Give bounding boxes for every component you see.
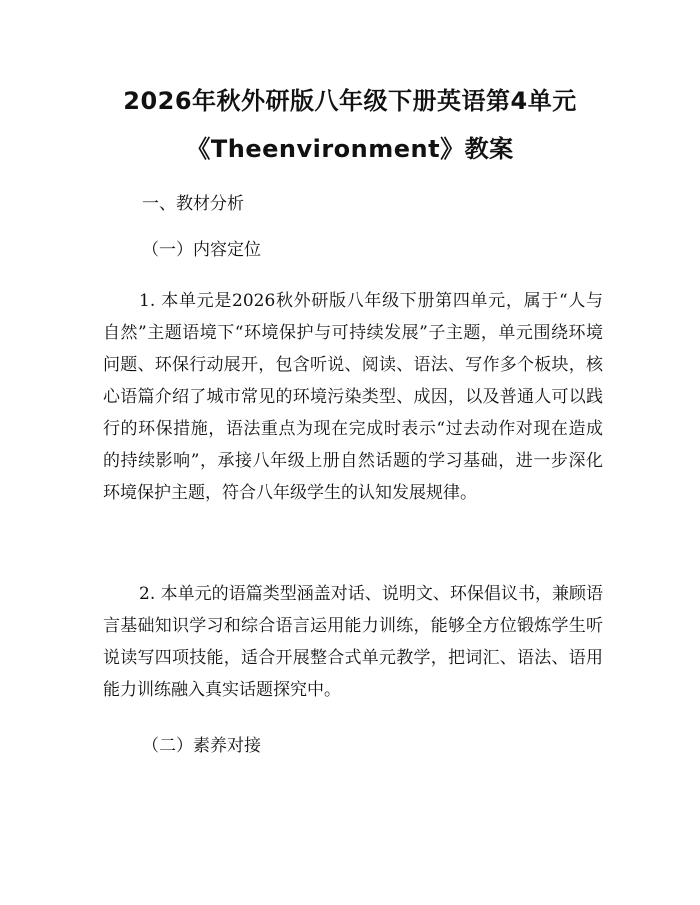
paragraph-2: 2. 本单元的语篇类型涵盖对话、说明文、环保倡议书，兼顾语言基础知识学习和综合语言运用能力训练，能够全方位锻炼学生听说读写四项技能，适合开展整合式单元教学，把词汇、语法、语用能力训练融入真实话题探究中。	[103, 584, 603, 700]
document-title-line2: 《Theenvironment》教案	[186, 135, 514, 163]
section-heading-textbook-analysis: 一、教材分析	[142, 194, 244, 214]
document-title-line1: 2026年秋外研版八年级下册英语第4单元	[123, 87, 577, 115]
subsection-heading-competency: （二）素养对接	[142, 736, 261, 756]
paragraph-1: 1. 本单元是2026秋外研版八年级下册第四单元，属于“人与自然”主题语境下“环境保护与可持续发展”子主题，单元围绕环境问题、环保行动展开，包含听说、阅读、语法、写作多个板块，核心语篇介绍了城市常见的环境污染类型、成因，以及普通人可以践行的环保措施，语法重点为现在完成时表示“过去动作对现在造成的持续影响”，承接八年级上册自然话题的学习基础，进一步深化环境保护主题，符合八年级学生的认知发展规律。	[103, 291, 603, 503]
subsection-heading-content-positioning: （一）内容定位	[142, 240, 261, 260]
